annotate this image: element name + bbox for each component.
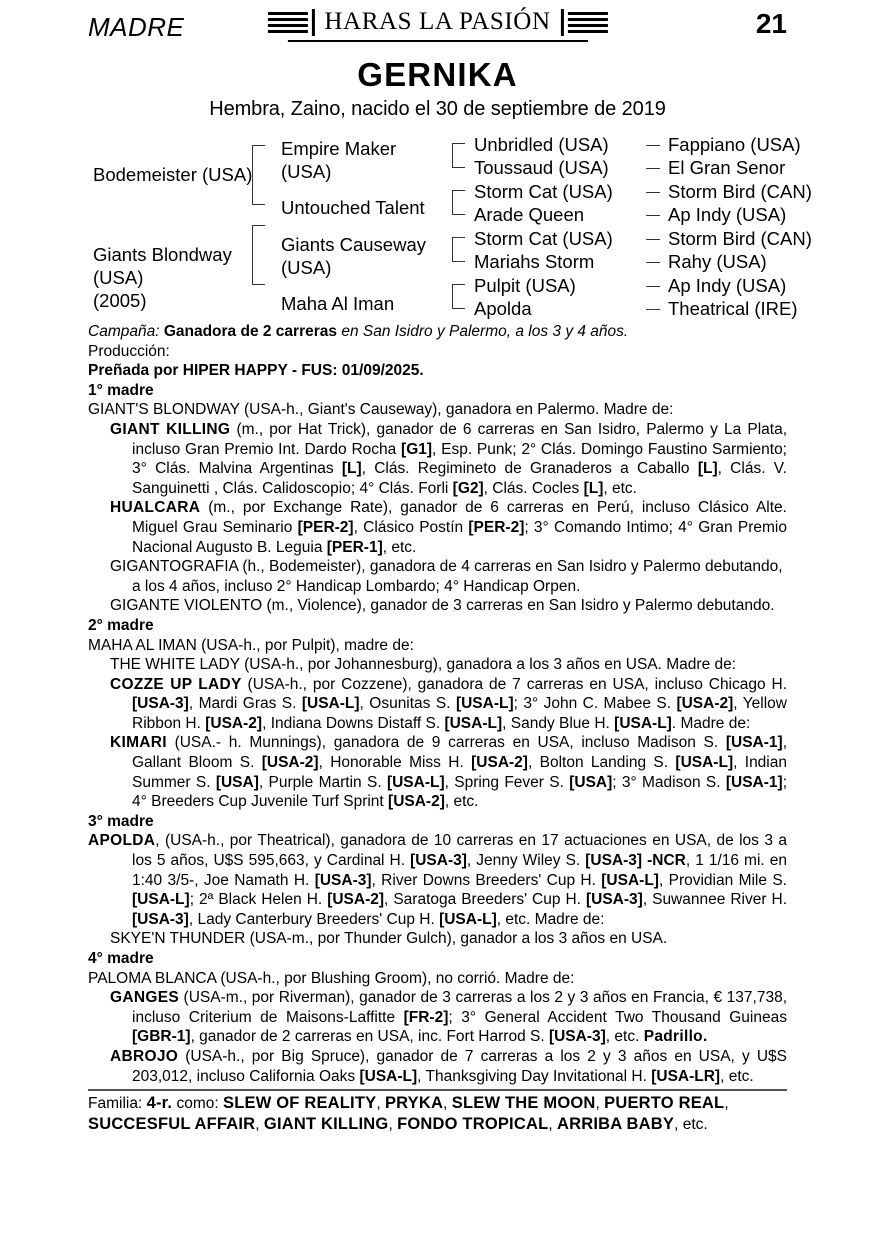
separator: , xyxy=(376,1095,385,1113)
text-run: , etc. Madre de: xyxy=(496,910,605,928)
page-header xyxy=(88,0,787,52)
grade-badge: [PER-2] xyxy=(297,518,354,536)
pedigree-dash-2 xyxy=(646,192,660,193)
text-run: , Clás. Cocles xyxy=(483,479,584,497)
third-dam-apolda xyxy=(88,831,787,929)
pedigree-g4-5: Rahy (USA) xyxy=(668,251,767,272)
grade-badge: [GBR-1] xyxy=(132,1028,191,1046)
pedigree-g3-5: Mariahs Storm xyxy=(474,251,595,272)
pedigree-g3-0: Unbridled (USA) xyxy=(474,134,609,155)
grade-badge: [USA-LR] xyxy=(651,1067,721,1085)
text-run: , Bolton Landing S. xyxy=(527,754,676,772)
offspring-skyen-thunder: SKYE'N THUNDER (USA-m., por Thunder Gulch), ganador a los 3 años en USA. xyxy=(110,930,668,948)
text-run: , etc. xyxy=(720,1067,754,1085)
pedigree-dash-4 xyxy=(646,239,660,240)
text-run: , Gallant Bloom S. xyxy=(132,734,787,772)
grade-badge: [USA] xyxy=(215,773,259,791)
grade-badge: [USA-L] xyxy=(359,1067,418,1085)
separator: , xyxy=(255,1116,264,1134)
text-run: , Clás. V. Sanguinetti , Clás. Calidoscopio; 4° Clás. Forli xyxy=(132,460,787,497)
pedigree-g4-3: Ap Indy (USA) xyxy=(668,204,787,225)
horse-name: GANGES xyxy=(110,989,179,1007)
text-run: , Esp. Punk; 2° Clás. Domingo Faustino Sarmiento; 3° Clás. Malvina Argentinas xyxy=(132,440,787,478)
familia-etc: etc. xyxy=(682,1116,708,1134)
text-run: , etc. xyxy=(603,479,637,497)
logo-bars-right-icon xyxy=(568,12,608,33)
grade-badge: [USA-3] xyxy=(410,852,467,870)
familia-name: GIANT KILLING xyxy=(263,1115,389,1134)
grade-badge: [USA-L] xyxy=(132,891,190,909)
grade-badge: [L] xyxy=(697,460,718,478)
grade-badge: [USA-L] xyxy=(614,714,672,732)
separator: , xyxy=(674,1116,683,1134)
section-heading-3a-madre: 3° madre xyxy=(88,812,154,830)
grade-badge: [USA-2] xyxy=(676,695,734,713)
grade-badge: [PER-1] xyxy=(326,538,383,556)
familia-name: FONDO TROPICAL xyxy=(397,1115,549,1134)
grade-badge: [USA-L] xyxy=(455,695,514,713)
logo-underline xyxy=(288,40,588,42)
text-run: , Spring Fever S. xyxy=(444,773,570,791)
grade-badge: [USA-2] xyxy=(205,714,263,732)
text-run: ; 3° Madison S. xyxy=(612,773,726,791)
grade-badge: [USA-L] xyxy=(439,910,497,928)
text-run: , Thanksgiving Day Invitational H. xyxy=(417,1067,652,1085)
pedigree-dash-6 xyxy=(646,286,660,287)
pedigree-g4-4: Storm Bird (CAN) xyxy=(668,228,812,249)
pedigree-chart xyxy=(0,133,875,318)
text-run: ; 3° Comando Intimo; 4° Gran Premio Nacional Augusto B. Leguia xyxy=(132,518,787,556)
pedigree-bracket-dam xyxy=(252,225,265,285)
pedigree-dash-1 xyxy=(646,168,660,169)
pedigree-bracket-g2-d xyxy=(452,284,465,309)
text-run: , etc. xyxy=(444,793,479,811)
pedigree-g4-2: Storm Bird (CAN) xyxy=(668,181,812,202)
grade-badge: [USA-2] xyxy=(471,754,528,772)
pedigree-dam-line2: (USA) xyxy=(93,267,144,288)
pedigree-bracket-g2-b xyxy=(452,190,465,215)
text-run: , Saratoga Breeders' Cup H. xyxy=(384,891,586,909)
text-run: , Suwannee River H. xyxy=(642,891,787,909)
text-run: GIGANTE VIOLENTO (m., Violence), ganador de 3 carreras en San Isidro y Palermo debutando. xyxy=(110,597,775,615)
text-run: , Providian Mile S. xyxy=(658,871,787,889)
grade-badge: [USA-3] xyxy=(132,695,189,713)
grade-badge: [USA-3] -NCR xyxy=(585,852,686,870)
text-run: , etc. xyxy=(382,538,417,556)
grade-badge: [USA-3] xyxy=(585,891,643,909)
familia-name: SUCCESFUL AFFAIR xyxy=(88,1115,256,1134)
pedigree-bracket-g2-a xyxy=(452,143,465,168)
first-dam-line: GIANT'S BLONDWAY (USA-h., Giant's Causeway), ganadora en Palermo. Madre de: xyxy=(88,401,674,419)
pedigree-dash-7 xyxy=(646,309,660,310)
text-run: , Clásico Postín xyxy=(353,518,469,536)
pedigree-g2-0: Empire Maker xyxy=(281,138,397,159)
page-number: 21 xyxy=(755,8,787,39)
text-run: (USA-h., por Big Spruce), ganador de 7 carreras a los 2 y 3 años en USA, y U$S 203,012, incluso California Oaks xyxy=(132,1047,787,1085)
familia-label: Familia: xyxy=(88,1095,143,1113)
pedigree-g2-1: (USA) xyxy=(281,161,332,182)
pedigree-text-body xyxy=(88,322,787,1135)
text-run: ; 4° Breeders Cup Juvenile Turf Sprint xyxy=(132,773,788,811)
horse-name: GIANT KILLING xyxy=(110,420,231,438)
familia-como: como: xyxy=(176,1095,219,1113)
familia-block xyxy=(88,1093,787,1135)
campaign-bold: Ganadora de 2 carreras xyxy=(163,323,338,340)
offspring-the-white-lady: THE WHITE LADY (USA-h., por Johannesburg), ganadora a los 3 años en USA. Madre de: xyxy=(110,656,737,674)
grade-badge: [G1] xyxy=(401,440,433,458)
grade-badge: [USA-1] xyxy=(725,773,783,791)
pedigree-g4-1: El Gran Senor xyxy=(668,157,786,178)
logo-text: HARAS LA PASIÓN xyxy=(324,8,551,35)
text-run: , Mardi Gras S. xyxy=(188,695,302,713)
text-run: ; 3° General Accident Two Thousand Guineas xyxy=(448,1008,787,1026)
section-heading-1a-madre: 1° madre xyxy=(88,381,154,399)
section-heading-4a-madre: 4° madre xyxy=(88,950,154,967)
logo-divider-right-icon xyxy=(561,9,564,36)
pedigree-g4-0: Fappiano (USA) xyxy=(668,134,801,155)
pedigree-g3-1: Toussaud (USA) xyxy=(474,157,609,178)
familia-name: ARRIBA BABY xyxy=(556,1115,675,1134)
familia-code: 4-r. xyxy=(146,1094,173,1113)
pedigree-g2-5: Maha Al Iman xyxy=(281,293,395,314)
horse-name: APOLDA xyxy=(88,832,156,850)
grade-badge: [G2] xyxy=(452,479,484,497)
horse-name: COZZE UP LADY xyxy=(110,675,242,693)
pedigree-dam-line1: Giants Blondway xyxy=(93,244,232,265)
pedigree-dash-5 xyxy=(646,262,660,263)
text-run: , 1 1/16 mi. en 1:40 3/5-, Joe Namath H. xyxy=(132,852,787,889)
pedigree-g2-3: Giants Causeway xyxy=(281,234,426,255)
separator: , xyxy=(388,1116,398,1134)
pedigree-dam-line3: (2005) xyxy=(93,290,147,311)
offspring-gigante-violento xyxy=(88,596,787,616)
grade-badge: [USA-L] xyxy=(301,695,360,713)
horse-subtitle: Hembra, Zaino, nacido el 30 de septiembre de 2019 xyxy=(209,98,666,120)
offspring-gigantografia xyxy=(88,557,787,596)
campaign-label: Campaña: xyxy=(88,323,160,340)
grade-badge: [USA-3] xyxy=(132,910,189,928)
pedigree-g3-7: Apolda xyxy=(474,298,532,319)
text-run: , ganador de 2 carreras en USA, inc. Fort Harrod S. xyxy=(190,1028,549,1046)
text-run: , Indian Summer S. xyxy=(132,754,787,791)
text-run: , River Downs Breeders' Cup H. xyxy=(371,871,602,889)
separator: , xyxy=(595,1095,605,1113)
pedigree-g3-3: Arade Queen xyxy=(474,204,585,225)
pedigree-dash-3 xyxy=(646,215,660,216)
pedigree-g3-4: Storm Cat (USA) xyxy=(474,228,613,249)
second-dam-line: MAHA AL IMAN (USA-h., por Pulpit), madre de: xyxy=(88,636,414,654)
text-run: , Honorable Miss H. xyxy=(318,754,472,772)
text-run: (m., por Exchange Rate), ganador de 6 carreras en Perú, incluso Clásico Alte. Miguel Grau Seminario xyxy=(132,499,787,536)
text-run: , Sandy Blue H. xyxy=(502,714,615,732)
horse-name: HUALCARA xyxy=(110,499,201,517)
text-run: , (USA-h., por Theatrical), ganadora de 10 carreras en 17 actuaciones en USA, de los 3 a los 5 años, U$S 595,663, y Cardinal H. xyxy=(132,832,787,870)
text-run: . Madre de: xyxy=(671,714,751,732)
grade-badge: [L] xyxy=(583,479,604,497)
text-run: ; 2ª Black Helen H. xyxy=(189,891,328,909)
grade-badge: [PER-2] xyxy=(468,518,525,536)
brand-logo xyxy=(267,8,607,42)
grade-badge: [USA-L] xyxy=(386,773,445,791)
offspring-cozze-up-lady xyxy=(88,675,787,734)
grade-badge: [USA-L] xyxy=(444,714,503,732)
text-run: , etc. xyxy=(605,1028,644,1046)
logo-bars-left-icon xyxy=(267,12,307,33)
horse-name: ABROJO xyxy=(110,1047,179,1065)
separator: , xyxy=(443,1095,452,1113)
text-run: (USA-h., por Cozzene), ganadora de 7 carreras en USA, incluso Chicago H. xyxy=(241,675,788,693)
offspring-giant-killing xyxy=(88,420,787,498)
offspring-hualcara xyxy=(88,498,787,557)
grade-badge: [USA-3] xyxy=(314,871,372,889)
grade-badge: [USA] xyxy=(569,773,613,791)
familia-name: SLEW OF REALITY xyxy=(223,1094,377,1113)
familia-name: PUERTO REAL xyxy=(604,1094,725,1113)
grade-badge: [USA-L] xyxy=(601,871,659,889)
text-run: (USA-m., por Riverman), ganador de 3 carreras a los 2 y 3 años en Francia, € 137,738, incluso Criterium de Maisons-Laffitte xyxy=(132,989,787,1026)
pedigree-sire: Bodemeister (USA) xyxy=(93,164,253,185)
separator: , xyxy=(548,1116,557,1134)
pedigree-g3-6: Pulpit (USA) xyxy=(474,275,576,296)
section-heading-2a-madre: 2° madre xyxy=(88,616,154,634)
familia-name: PRYKA xyxy=(384,1094,444,1113)
grade-badge: [USA-3] xyxy=(548,1028,606,1046)
grade-badge: [FR-2] xyxy=(403,1008,449,1026)
pedigree-bracket-sire xyxy=(252,145,265,205)
campaign-line xyxy=(88,322,787,342)
logo-divider-left-icon xyxy=(311,9,314,36)
pedigree-dash-0 xyxy=(646,145,660,146)
offspring-kimari xyxy=(88,733,787,811)
fourth-dam-line: PALOMA BLANCA (USA-h., por Blushing Groom), no corrió. Madre de: xyxy=(88,969,575,987)
familia-divider xyxy=(88,1089,787,1091)
text-run: , Purple Martin S. xyxy=(258,773,387,791)
text-run: , Lady Canterbury Breeders' Cup H. xyxy=(188,910,440,928)
grade-badge: [USA-L] xyxy=(675,754,734,772)
header-left-label: MADRE xyxy=(88,12,185,42)
pedigree-g3-2: Storm Cat (USA) xyxy=(474,181,613,202)
grade-badge: [USA-2] xyxy=(327,891,385,909)
text-run: , Osunitas S. xyxy=(359,695,456,713)
horse-name: Padrillo. xyxy=(643,1028,708,1046)
separator: , xyxy=(724,1095,729,1113)
text-run: ; 3° John C. Mabee S. xyxy=(513,695,677,713)
pedigree-g2-2: Untouched Talent xyxy=(281,197,425,218)
grade-badge: [USA-1] xyxy=(725,734,783,752)
text-run: , Indiana Downs Distaff S. xyxy=(262,714,445,732)
grade-badge: [USA-2] xyxy=(261,754,319,772)
text-run: , Jenny Wiley S. xyxy=(466,852,586,870)
produccion-label: Producción: xyxy=(88,342,170,360)
pedigree-g4-7: Theatrical (IRE) xyxy=(668,298,798,319)
horse-name: KIMARI xyxy=(110,734,167,752)
grade-badge: [L] xyxy=(341,460,362,478)
text-run: (USA.- h. Munnings), ganadora de 9 carreras en USA, incluso Madison S. xyxy=(166,734,726,752)
text-run: GIGANTOGRAFIA (h., Bodemeister), ganadora de 4 carreras en San Isidro y Palermo debutando, a los 4 años, incluso 2° Handicap Lombardo; 4° Handicap Orpen. xyxy=(110,558,783,595)
campaign-rest: en San Isidro y Palermo, a los 3 y 4 años. xyxy=(337,323,629,340)
text-run: , Clás. Regimineto de Granaderos a Caballo xyxy=(361,460,698,478)
pedigree-g4-6: Ap Indy (USA) xyxy=(668,275,787,296)
text-run: , Yellow Ribbon H. xyxy=(132,695,787,732)
prenada-line: Preñada por HIPER HAPPY - FUS: 01/09/2025. xyxy=(88,362,424,380)
horse-name-title: GERNIKA xyxy=(357,56,518,93)
pedigree-g2-4: (USA) xyxy=(281,257,332,278)
text-run: (m., por Hat Trick), ganador de 6 carreras en San Isidro, Palermo y La Plata, incluso Gran Premio Int. Dardo Rocha xyxy=(132,420,788,458)
offspring-ganges xyxy=(88,988,787,1047)
offspring-abrojo xyxy=(88,1047,787,1086)
grade-badge: [USA-2] xyxy=(388,793,445,811)
pedigree-bracket-g2-c xyxy=(452,237,465,262)
familia-name: SLEW THE MOON xyxy=(451,1094,596,1113)
